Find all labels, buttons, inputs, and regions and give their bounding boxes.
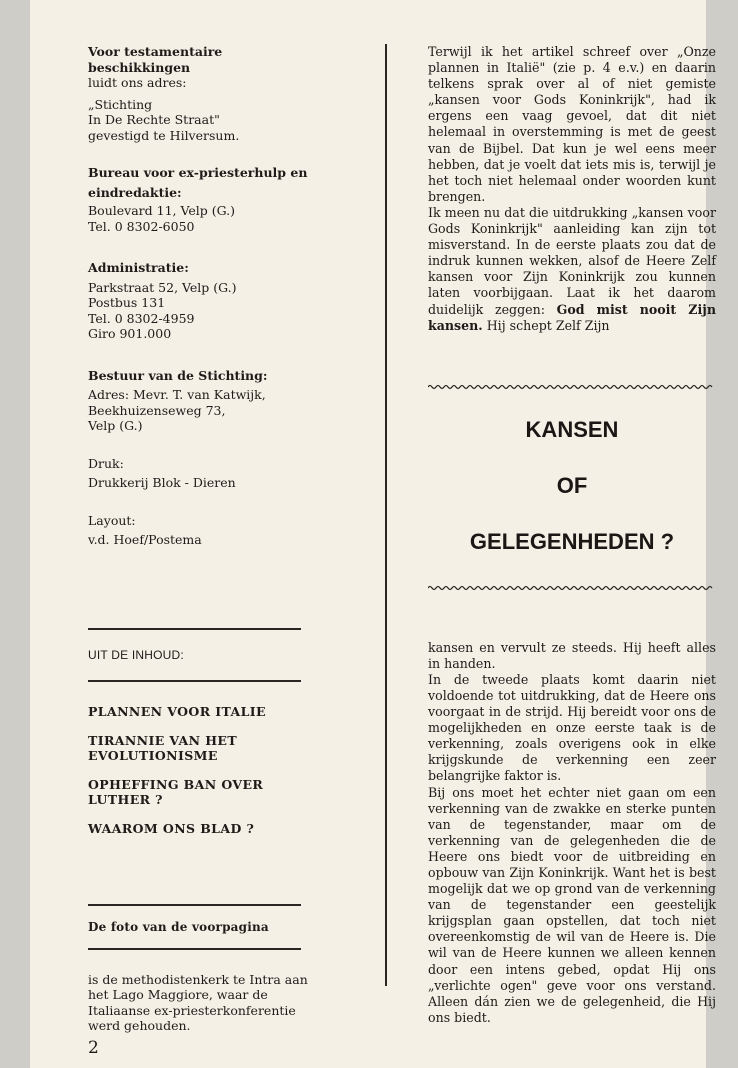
colophon-column — [88, 44, 338, 1058]
title-line: OF — [556, 472, 588, 498]
testament-line: In De Rechte Straat" — [88, 112, 220, 127]
title-line: GELEGENHEDEN ? — [469, 528, 675, 554]
bestuur-line: Adres: Mevr. T. van Katwijk, — [88, 387, 266, 402]
testament-line: „Stichting — [88, 96, 153, 112]
divider — [88, 680, 301, 682]
bureau-heading: Bureau voor ex-priesterhulp en eindredaktie: — [88, 165, 308, 200]
title-line: KANSEN — [525, 416, 619, 442]
inhoud-label: UIT DE INHOUD: — [88, 647, 184, 662]
testament-block — [88, 44, 338, 143]
page-number: 2 — [88, 1037, 99, 1058]
bestuur-block — [88, 368, 338, 434]
bureau-block — [88, 163, 338, 234]
toc-item[interactable]: TIRANNIE VAN HET EVOLUTIONISME — [88, 732, 238, 763]
testament-heading: Voor testamentaire beschikkingen — [88, 44, 223, 75]
administratie-block — [88, 260, 338, 342]
layout-label: Layout: — [88, 512, 136, 528]
administratie-line: Parkstraat 52, Velp (G.) — [88, 279, 237, 295]
article-emphasis: God mist nooit Zijn kansen. — [428, 301, 716, 333]
article-paragraph: kansen en vervult ze steeds. Hij heeft alles in handen. — [428, 639, 716, 671]
foto-caption: is de methodistenkerk te Intra aan het Lago Maggiore, waar de Italiaanse ex-priesterkonferentie werd gehouden. — [88, 971, 308, 1033]
article-text: Hij schept Zelf Zijn — [482, 317, 610, 333]
divider — [88, 904, 301, 906]
column-divider — [385, 44, 387, 986]
administratie-line: Postbus 131 — [88, 295, 166, 310]
toc-item[interactable]: PLANNEN VOOR ITALIE — [88, 703, 266, 719]
toc-item[interactable]: WAAROM ONS BLAD ? — [88, 820, 255, 836]
wavy-divider — [428, 584, 714, 592]
administratie-line: Tel. 0 8302-4959 — [88, 310, 195, 326]
magazine-page — [30, 0, 716, 1068]
administratie-heading: Administratie: — [88, 260, 189, 275]
article-paragraph: In de tweede plaats komt daarin niet voldoende tot uitdrukking, dat de Heere ons voorgaat in de strijd. Hij bereidt voor ons de mogelijkheden en onze eerste taak is de verkenning, zoals overigens ook in elke krijgskunde de verkenning een zeer belangrijke faktor is. — [428, 671, 716, 784]
layout-block — [88, 513, 338, 548]
bestuur-line: Beekhuizenseweg 73, — [88, 402, 226, 418]
bestuur-line: Velp (G.) — [88, 418, 143, 433]
bureau-line: Boulevard 11, Velp (G.) — [88, 203, 235, 218]
layout-line: v.d. Hoef/Postema — [88, 532, 202, 547]
article-paragraph: Terwijl ik het artikel schreef over „Onze plannen in Italië" (zie p. 4 e.v.) en daarin telkens sprak over al of niet gemiste „kansen voor Gods Koninkrijk", had ik ergens een vaag gevoel, dat dit niet helemaal in overstemming is met de geest van de Bijbel. Dat kun je wel eens meer hebben, dat je voelt dat iets mis is, terwijl je het toch niet helemaal onder woorden kunt brengen. — [428, 44, 716, 204]
article-paragraph: Bij ons moet het echter niet gaan om een verkenning van de zwakke en sterke punten van de tegenstander, maar om de verkenning van de gelegenheden die de Heere ons biedt voor de uitbreiding en opbouw van Zijn Koninkrijk. Want het is best mogelijk dat we op grond van de verkenning van de tegenstander een geestelijk krijgsplan gaan opstellen, dat toch niet overeenkomstig de wil van de Heere is. Die wil van de Heere kunnen we alleen kennen door een intens gebed, opdat Hij ons „verlichte ogen" geve voor ons verstand. Alleen dán zien we de gelegenheid, die Hij ons biedt. — [428, 784, 716, 1025]
divider — [88, 628, 301, 630]
foto-label: De foto van de voorpagina — [88, 919, 269, 934]
bureau-line: Tel. 0 8302-6050 — [88, 218, 195, 234]
article-paragraph — [428, 205, 716, 334]
article-title — [428, 417, 716, 555]
divider — [88, 948, 301, 950]
administratie-line: Giro 901.000 — [88, 326, 172, 341]
druk-line: Drukkerij Blok - Dieren — [88, 475, 236, 490]
druk-block — [88, 456, 338, 491]
article-text: Ik meen nu dat die uitdrukking „kansen voor Gods Koninkrijk" aanleiding kan zijn tot misverstand. In de eerste plaats zou dat de indruk kunnen wekken, alsof de Heere Zelf kansen voor Zijn Koninkrijk zou kunnen laten voorbijgaan. Laat ik het daarom duidelijk zeggen: — [428, 204, 716, 317]
druk-label: Druk: — [88, 455, 124, 471]
testament-line: luidt ons adres: — [88, 75, 187, 90]
wavy-divider — [428, 383, 714, 391]
bestuur-heading: Bestuur van de Stichting: — [88, 367, 268, 383]
testament-line: gevestigd te Hilversum. — [88, 127, 240, 143]
toc-item[interactable]: OPHEFFING BAN OVER LUTHER ? — [88, 776, 264, 807]
article-column — [428, 44, 716, 1026]
table-of-contents — [88, 704, 338, 836]
